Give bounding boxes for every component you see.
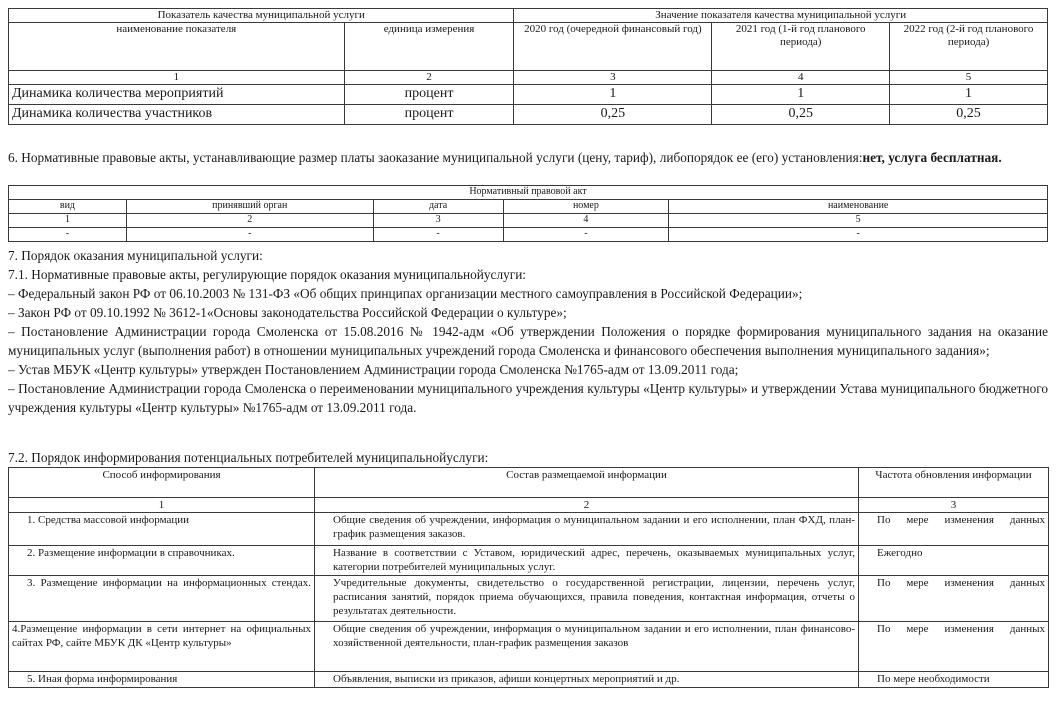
table-row [9,84,1048,104]
informing-content: Название в соответствии с Уставом, юридический адрес, перечень, оказываемых муниципальных услуг, категории потребителей муниципальных услуг. [315,546,859,576]
table-row [9,104,1048,124]
value-2022: 0,25 [890,104,1048,124]
table-cell: - [373,228,503,242]
table-row [9,672,1049,688]
table-cell: - [9,228,127,242]
table-row [9,576,1049,622]
col-header-kind: вид [9,200,127,214]
section-6 [8,148,1048,167]
value-2020: 0,25 [514,104,712,124]
update-frequency: По мере изменения данных [859,576,1049,622]
indicator-unit: процент [344,104,514,124]
value-group-header: Значение показателя качества муниципальной услуги [514,9,1048,23]
legal-act-item: – Устав МБУК «Центр культуры» утвержден Постановлением Администрации города Смоленска №1765-адм от 13.09.2011 года; [8,362,739,377]
informing-method: 4.Размещение информации в сети интернет на официальных сайтах РФ, сайте МБУК ДК «Центр культуры» [9,622,315,672]
informing-method: 3. Размещение информации на информационных стендах. [9,576,315,622]
section-7-2-title: 7.2. Порядок информирования потенциальных потребителей муниципальнойуслуги: [8,450,489,465]
table-row [9,513,1049,546]
legal-act-item: – Закон РФ от 09.10.1992 № 3612-1«Основы законодательства Российской Федерации о культуре»; [8,305,567,320]
informing-content: Объявления, выписки из приказов, афиши концертных мероприятий и др. [315,672,859,688]
col-header-authority: принявший орган [126,200,373,214]
col-number: 5 [890,71,1048,85]
section-7-title: 7. Порядок оказания муниципальной услуги: [8,248,263,263]
table-row [9,546,1049,576]
col-header-date: дата [373,200,503,214]
col-number: 5 [669,214,1048,228]
col-number: 1 [9,71,345,85]
table-cell: - [669,228,1048,242]
informing-methods-table [8,467,1049,688]
informing-content: Учредительные документы, свидетельство о государственной регистрации, лицензии, перечень услуг, расписания занятий, порядок приема обучающихся, правила поведения, контактная информация, отчеты о результатах деятельности. [315,576,859,622]
col-number: 4 [503,214,669,228]
legal-act-item: – Федеральный закон РФ от 06.10.2003 № 131-ФЗ «Об общих принципах организации местного самоуправления в Российской Федерации»; [8,286,803,301]
informing-content: Общие сведения об учреждении, информация о муниципальном задании и его исполнении, план финансово-хозяйственной деятельности, план-график размещения заказов [315,622,859,672]
col-number: 2 [315,498,859,513]
col-number: 3 [373,214,503,228]
col-header-title: наименование [669,200,1048,214]
col-number: 2 [126,214,373,228]
value-2022: 1 [890,84,1048,104]
col-header-unit: единица измерения [344,23,514,71]
col-header-2020: 2020 год (очередной финансовый год) [514,23,712,71]
acts-header: Нормативный правовой акт [9,186,1048,200]
col-header-name: наименование показателя [9,23,345,71]
update-frequency: По мере необходимости [859,672,1049,688]
informing-content: Общие сведения об учреждении, информация о муниципальном задании и его исполнении, план ФХД, план-график размещения заказов. [315,513,859,546]
col-number: 2 [344,71,514,85]
value-2021: 0,25 [712,104,890,124]
table-cell: - [126,228,373,242]
section-6-text: 6. Нормативные правовые акты, устанавливающие размер платы заоказание муниципальной услуги (цену, тариф), либопорядок ее (его) установления:нет, услуга бесплатная. [8,150,1002,165]
col-header-number: номер [503,200,669,214]
table-row [9,228,1048,242]
col-header-method: Способ информирования [9,468,315,498]
col-number: 3 [859,498,1049,513]
section-6-answer: нет, услуга бесплатная. [862,150,1002,165]
col-number: 4 [712,71,890,85]
col-number: 1 [9,498,315,513]
update-frequency: По мере изменения данных [859,513,1049,546]
informing-method: 1. Средства массовой информации [9,513,315,546]
col-header-frequency: Частота обновления информации [859,468,1049,498]
indicator-unit: процент [344,84,514,104]
update-frequency: Ежегодно [859,546,1049,576]
update-frequency: По мере изменения данных [859,622,1049,672]
col-header-content: Состав размещаемой информации [315,468,859,498]
informing-method: 2. Размещение информации в справочниках. [9,546,315,576]
normative-acts-table [8,185,1048,242]
col-number: 3 [514,71,712,85]
informing-method: 5. Иная форма информирования [9,672,315,688]
quality-indicators-table [8,8,1048,125]
section-7-2 [8,448,1048,467]
table-row [9,622,1049,672]
col-header-2021: 2021 год (1-й год планового периода) [712,23,890,71]
legal-act-item: – Постановление Администрации города Смоленска от 15.08.2016 № 1942-адм «Об утверждении Положения о порядке формирования муниципального задания на оказание муниципальных услуг (выполнения работ) в отношении муниципальных учреждений города Смоленска и финансового обеспечения выполнения муниципального задания»; [8,324,1048,358]
indicator-name: Динамика количества мероприятий [9,84,345,104]
value-2020: 1 [514,84,712,104]
col-number: 1 [9,214,127,228]
table-cell: - [503,228,669,242]
value-2021: 1 [712,84,890,104]
quality-group-header: Показатель качества муниципальной услуги [9,9,514,23]
section-7-1-title: 7.1. Нормативные правовые акты, регулирующие порядок оказания муниципальнойуслуги: [8,267,527,282]
section-7 [8,246,1048,417]
col-header-2022: 2022 год (2-й год планового периода) [890,23,1048,71]
legal-act-item: – Постановление Администрации города Смоленска о переименовании муниципального учреждения культуры «Центр культуры» и утверждении Устава муниципального бюджетного учреждения культуры «Центр культуры» №1765-адм от 13.09.2011 года. [8,381,1048,415]
indicator-name: Динамика количества участников [9,104,345,124]
